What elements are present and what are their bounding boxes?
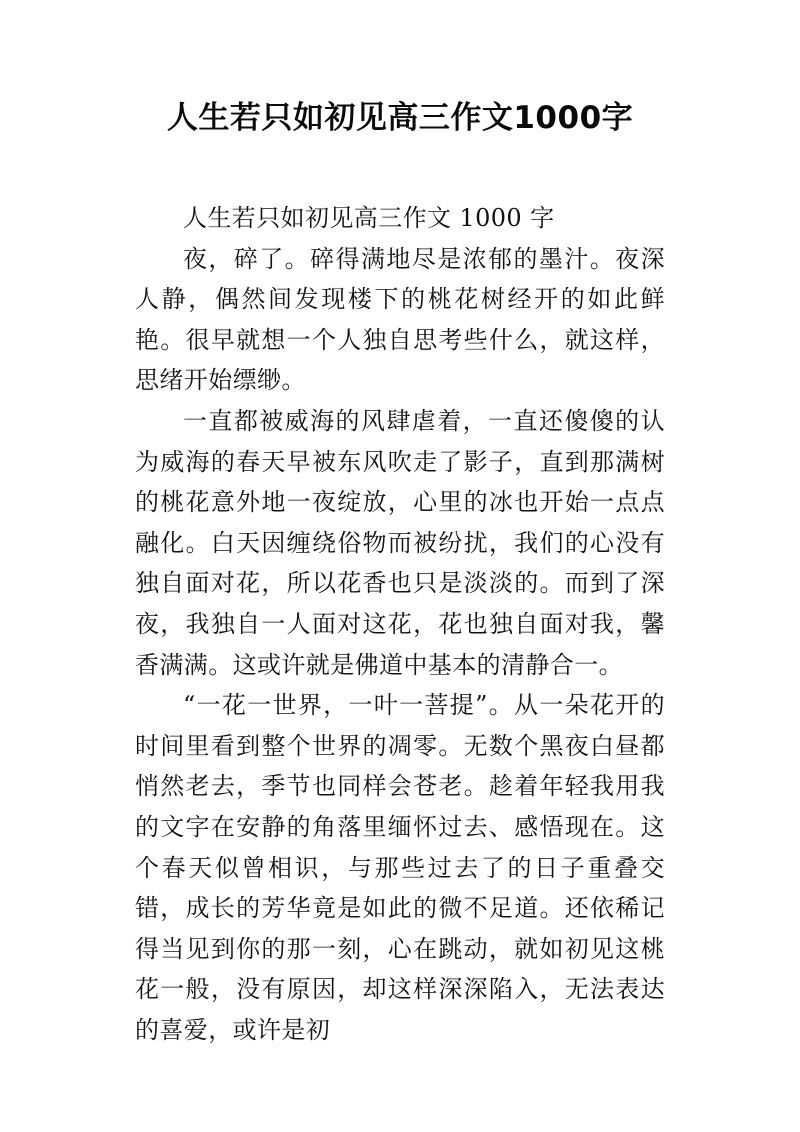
- document-title: 人生若只如初见高三作文1000字: [166, 100, 634, 136]
- paragraph-2: 一直都被威海的风肆虐着，一直还傻傻的认为威海的春天早被东风吹走了影子，直到那满树的桃花意外地一夜绽放，心里的冰也开始一点点融化。白天因缠绕俗物而被纷扰，我们的心没有独自面对花，所以花香也只是淡淡的。而到了深夜，我独自一人面对这花，花也独自面对我，馨香满满。这或许就是佛道中基本的清静合一。: [135, 406, 665, 679]
- paragraph-1: 夜，碎了。碎得满地尽是浓郁的墨汁。夜深人静，偶然间发现楼下的桃花树经开的如此鲜艳。很早就想一个人独自思考些什么，就这样，思绪开始缥缈。: [135, 244, 665, 395]
- paragraph-3: “一花一世界，一叶一菩提”。从一朵花开的时间里看到整个世界的凋零。无数个黑夜白昼都悄然老去，季节也同样会苍老。趁着年轻我用我的文字在安静的角落里缅怀过去、感悟现在。这个春天似曾相识，与那些过去了的日子重叠交错，成长的芳华竟是如此的微不足道。还依稀记得当见到你的那一刻，心在跳动，就如初见这桃花一般，没有原因，却这样深深陷入，无法表达的喜爱，或许是初: [135, 691, 665, 1044]
- paragraph-subtitle: 人生若只如初见高三作文 1000 字: [183, 204, 555, 232]
- document-body: [135, 198, 665, 1050]
